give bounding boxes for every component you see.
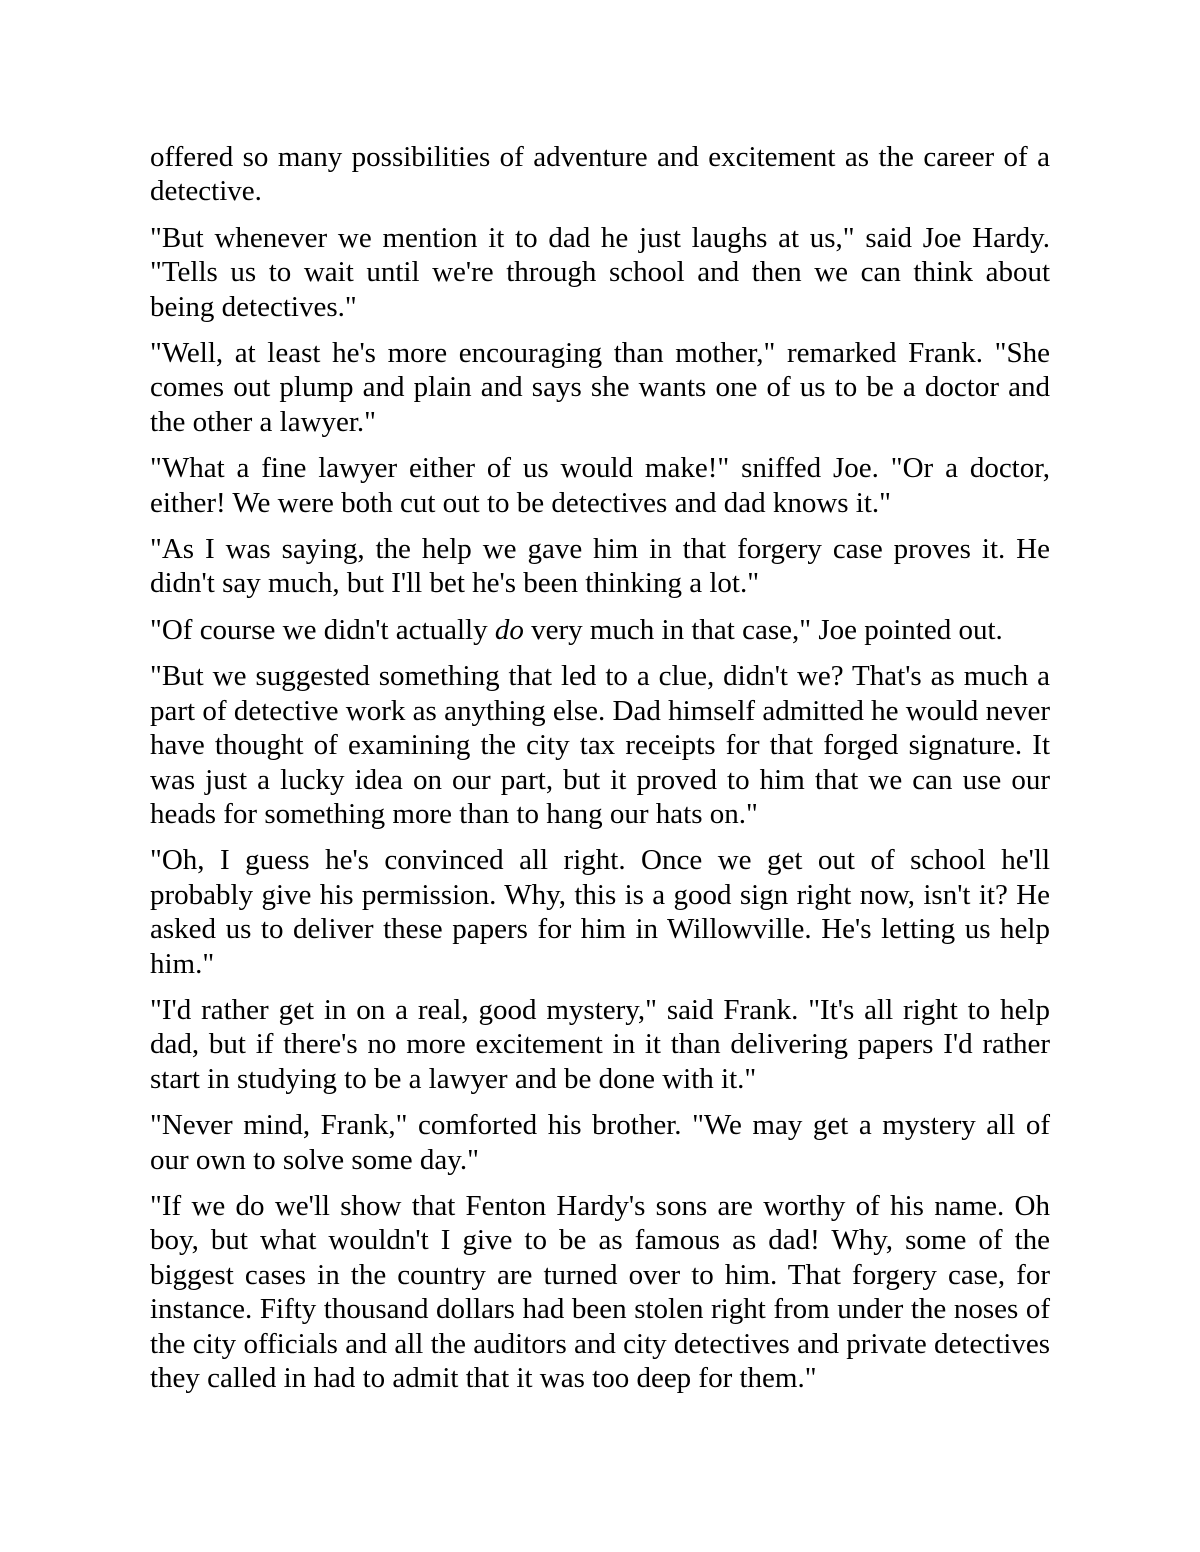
- paragraph-9: "I'd rather get in on a real, good mystery," said Frank. "It's all right to help dad, but if there's no more excitement in it than delivering papers I'd rather start in studying to be a lawyer and be done with it.": [150, 993, 1050, 1095]
- paragraph-10: "Never mind, Frank," comforted his brother. "We may get a mystery all of our own to solve some day.": [150, 1109, 1050, 1176]
- paragraph-1: offered so many possibilities of adventure and excitement as the career of a detective.: [150, 141, 1050, 208]
- paragraph-5: "As I was saying, the help we gave him in that forgery case proves it. He didn't say much, but I'll bet he's been thinking a lot.": [150, 533, 1050, 600]
- paragraph-6: [150, 613, 1050, 647]
- paragraph-4: "What a fine lawyer either of us would make!" sniffed Joe. "Or a doctor, either! We were both cut out to be detectives and dad knows it.": [150, 452, 1050, 519]
- paragraph-6-pre: "Of course we didn't actually: [150, 613, 495, 646]
- paragraph-3: "Well, at least he's more encouraging than mother," remarked Frank. "She comes out plump and plain and says she wants one of us to be a doctor and the other a lawyer.": [150, 337, 1050, 438]
- paragraph-7: "But we suggested something that led to a clue, didn't we? That's as much a part of detective work as anything else. Dad himself admitted he would never have thought of examining the city tax receipts for that forged signature. It was just a lucky idea on our part, but it proved to him that we can use our heads for something more than to hang our hats on.": [150, 660, 1050, 830]
- paragraph-11: "If we do we'll show that Fenton Hardy's sons are worthy of his name. Oh boy, but what wouldn't I give to be as famous as dad! Why, some of the biggest cases in the country are turned over to him. That forgery case, for instance. Fifty thousand dollars had been stolen right from under the noses of the city officials and all the auditors and city detectives and private detectives they called in had to admit that it was too deep for them.": [150, 1189, 1050, 1394]
- paragraph-8: "Oh, I guess he's convinced all right. Once we get out of school he'll probably give his permission. Why, this is a good sign right now, isn't it? He asked us to deliver these papers for him in Willowville. He's letting us help him.": [150, 844, 1050, 980]
- paragraph-2: "But whenever we mention it to dad he just laughs at us," said Joe Hardy. "Tells us to wait until we're through school and then we can think about being detectives.": [150, 221, 1050, 323]
- paragraph-6-post: very much in that case," Joe pointed out.: [523, 613, 1003, 646]
- paragraph-6-italic-word: do: [494, 613, 524, 646]
